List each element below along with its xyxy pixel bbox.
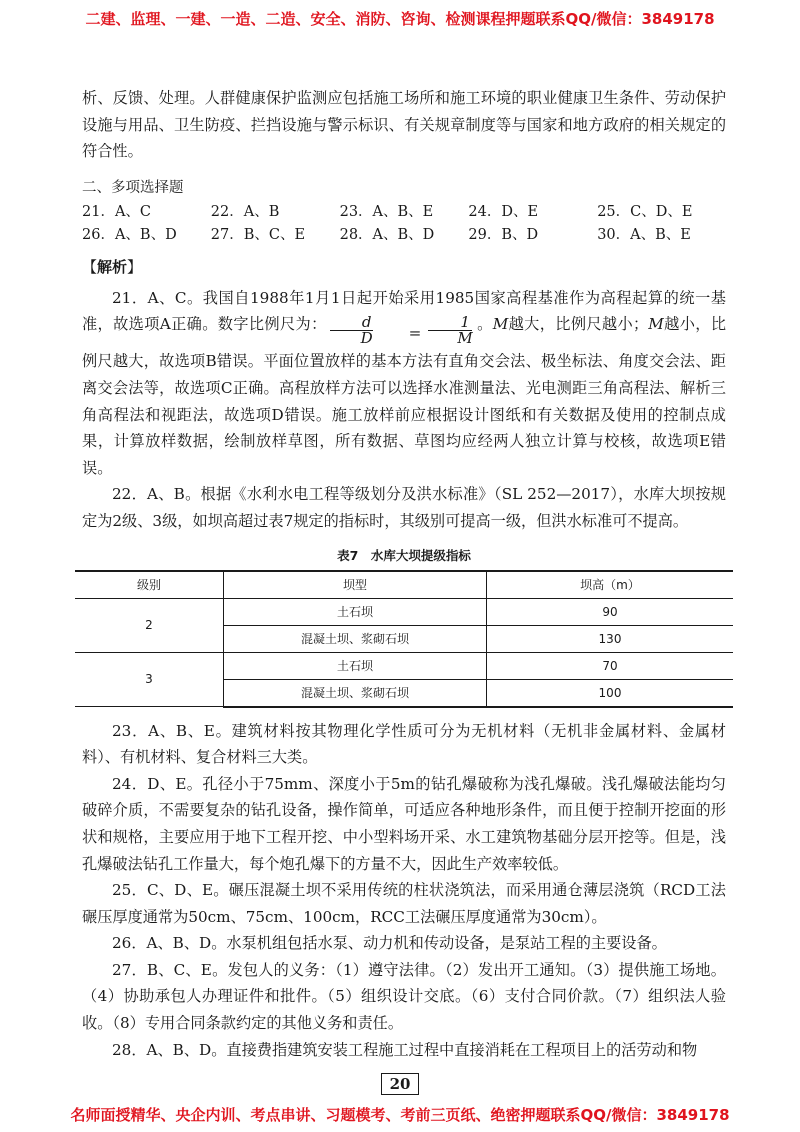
- answer-item: 25．C、D、E: [597, 203, 693, 220]
- section-title: 二、多项选择题: [82, 179, 184, 196]
- dam-type-cell: 混凝土坝、浆砌石坝: [224, 679, 487, 707]
- answer-item: 22．A、B: [210, 203, 280, 220]
- page-number: 20: [381, 1073, 419, 1095]
- table-header-cell: 级别: [75, 571, 224, 599]
- formula-numerator: 1: [428, 315, 472, 331]
- dam-height-cell: 130: [487, 625, 734, 652]
- table-title: 表7 水库大坝提级指标: [337, 547, 471, 563]
- answer-item: 29．B、D: [468, 226, 539, 243]
- grade-cell: 3: [75, 652, 224, 707]
- explanation-21: [82, 285, 726, 482]
- dam-height-cell: 70: [487, 652, 734, 679]
- explanation-21-text: 21．A、C。我国自1988年1月1日起开始采用1985国家高程基准作为高程起算的统一基准，故选项A正确。数字比例尺为：: [82, 288, 726, 334]
- variable-m: M: [648, 315, 664, 334]
- formula-denominator: M: [457, 329, 473, 348]
- dam-type-cell: 土石坝: [224, 598, 487, 625]
- dam-grade-table: [75, 570, 733, 708]
- answer-item: 27．B、C、E: [210, 226, 306, 243]
- page-content: [82, 85, 726, 1063]
- explanation-23: 23．A、B、E。建筑材料按其物理化学性质可分为无机材料（无机非金属材料、金属材料）、有机材料、复合材料三大类。: [82, 721, 726, 767]
- intro-paragraph: 析、反馈、处理。人群健康保护监测应包括施工场所和施工环境的职业健康卫生条件、劳动保护设施与用品、卫生防疫、拦挡设施与警示标识、有关规章制度等与国家和地方政府的相关规定的符合性。: [82, 89, 726, 161]
- table-row: [75, 598, 733, 625]
- explanation-21-text: 。: [476, 315, 493, 334]
- explanation-22: 22．A、B。根据《水利水电工程等级划分及洪水标准》（SL 252—2017），水库大坝按规定为2级、3级，如坝高超过表7规定的指标时，其级别可提高一级，但洪水标准可不提高。: [82, 485, 726, 530]
- answer-item: 30．A、B、E: [597, 226, 691, 243]
- explanation-24: 24．D、E。孔径小于75mm、深度小于5m的钻孔爆破称为浅孔爆破。浅孔爆破法能均匀破碎介质，不需要复杂的钻孔设备，操作简单，可适应各种地形条件，而且便于控制开挖面的形状和规格，主要应用于地下工程开挖、中小型料场开采、水工建筑物基础分层开挖等。但是，浅孔爆破法钻孔工作量大，每个炮孔爆下的方量不大，因此生产效率较低。: [82, 774, 726, 873]
- answer-item: 28．A、B、D: [339, 226, 435, 243]
- answer-grid: [82, 201, 726, 247]
- variable-m: M: [492, 315, 509, 334]
- explanation-26: 26．A、B、D。水泵机组包括水泵、动力机和传动设备，是泵站工程的主要设备。: [112, 934, 667, 953]
- scale-formula: $\frac{d}{D}$ = $\frac{1}{M}$: [327, 317, 477, 348]
- answer-item: 21．A、C: [82, 203, 152, 220]
- table-header-cell: 坝高（m）: [487, 571, 734, 599]
- answer-item: 23．A、B、E: [339, 203, 434, 220]
- explanation-28: 28．A、B、D。直接费指建筑安装工程施工过程中直接消耗在工程项目上的活劳动和物: [112, 1040, 698, 1059]
- dam-height-cell: 100: [487, 679, 734, 707]
- table-row: [75, 652, 733, 679]
- analysis-label: 解析: [97, 257, 128, 276]
- analysis-heading: 【解析】: [82, 257, 143, 276]
- answer-item: 24．D、E: [468, 203, 539, 220]
- grade-cell: 2: [75, 598, 224, 652]
- formula-numerator: d: [330, 315, 374, 331]
- dam-height-cell: 90: [487, 598, 734, 625]
- explanation-25: 25．C、D、E。碾压混凝土坝不采用传统的柱状浇筑法，而采用通仓薄层浇筑（RCD工法碾压厚度通常为50cm、75cm、100cm，RCC工法碾压厚度通常为30cm）。: [82, 881, 726, 926]
- explanation-27: 27．B、C、E。发包人的义务：（1）遵守法律。（2）发出开工通知。（3）提供施工场地。（4）协助承包人办理证件和批件。（5）组织设计交底。（6）支付合同价款。（7）组织法人验收。（8）专用合同条款约定的其他义务和责任。: [82, 960, 726, 1033]
- table-header-row: [75, 571, 733, 599]
- dam-type-cell: 混凝土坝、浆砌石坝: [224, 625, 487, 652]
- explanation-21-text: 越大，比例尺越小；: [508, 315, 649, 334]
- footer-banner: 名师面授精华、央企内训、考点串讲、习题模考、考前三页纸、绝密押题联系QQ/微信：3849178: [70, 1106, 730, 1124]
- explanation-21-text: 越小，比例尺越大，故选项B错误。平面位置放样的基本方法有直角交会法、极坐标法、角度交会法、距离交会法等，故选项C正确。高程放样方法可以选择水准测量法、光电测距三角高程法、解析三角高程法和视距法，故选项D错误。施工放样前应根据设计图纸和有关数据及使用的控制点成果，计算放样数据，绘制放样草图，所有数据、草图均应经两人独立计算与校核，故选项E错误。: [82, 315, 727, 477]
- table-header-cell: 坝型: [224, 571, 487, 599]
- header-banner: 二建、监理、一建、一造、二造、安全、消防、咨询、检测课程押题联系QQ/微信：3849178: [85, 10, 715, 28]
- dam-type-cell: 土石坝: [224, 652, 487, 679]
- formula-denominator: D: [360, 329, 373, 348]
- answer-item: 26．A、B、D: [82, 226, 177, 243]
